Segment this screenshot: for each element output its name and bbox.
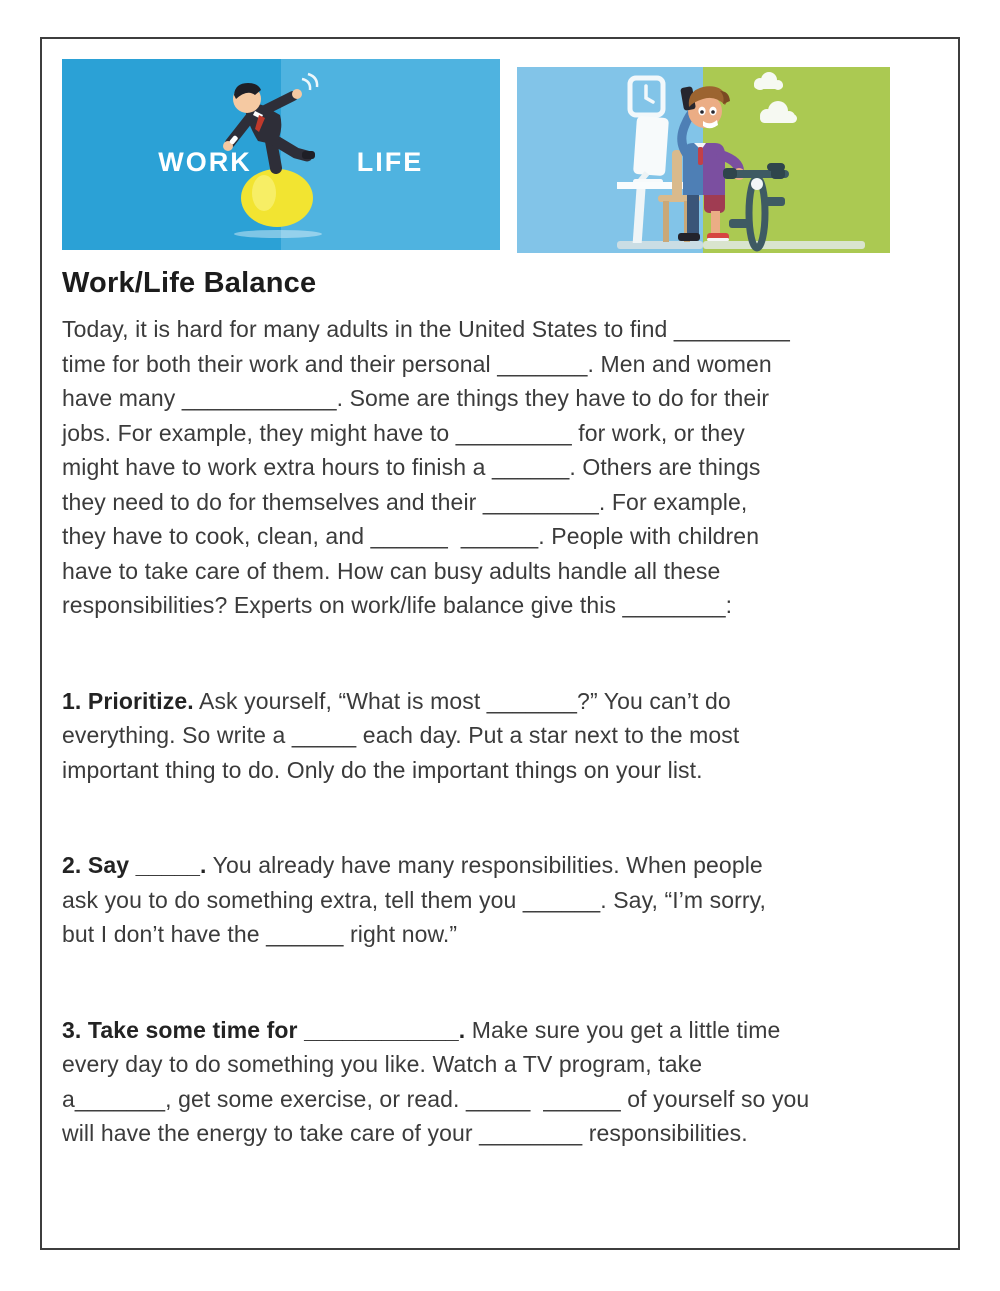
intro-line: Today, it is hard for many adults in the United States to find _________: [62, 316, 790, 342]
section-line: a_______, get some exercise, or read. _____ ______ of yourself so you: [62, 1085, 810, 1112]
page-title: Work/Life Balance: [62, 267, 317, 299]
section-line: 1. Prioritize. Ask yourself, “What is most _______?” You can’t do: [62, 687, 731, 714]
intro-paragraph: [62, 312, 938, 623]
intro-line: jobs. For example, they might have to _________ for work, or they: [62, 419, 745, 446]
section-line: but I don’t have the ______ right now.”: [62, 921, 458, 947]
section-line: ask you to do something extra, tell them you ______. Say, “I’m sorry,: [62, 886, 767, 913]
section-line: 2. Say _____. You already have many responsibilities. When people: [62, 852, 763, 878]
intro-line: they have to cook, clean, and ______ ______. People with children: [62, 523, 760, 549]
ball-shadow: [234, 230, 322, 238]
section-line: will have the energy to take care of your ________ responsibilities.: [62, 1120, 748, 1146]
intro-line: have many ____________. Some are things they have to do for their: [62, 385, 770, 411]
section-say-no: [62, 848, 938, 952]
intro-line: time for both their work and their personal _______. Men and women: [62, 350, 772, 377]
worksheet-page: [40, 37, 960, 1250]
header-illustrations: [62, 59, 938, 253]
section-line: important thing to do. Only do the important things on your list.: [62, 756, 703, 783]
ground-office: [617, 241, 703, 249]
intro-line: might have to work extra hours to finish a ______. Others are things: [62, 454, 761, 480]
section-heading: 2. Say _____.: [62, 852, 207, 878]
ground-outdoor: [703, 241, 865, 249]
phone-bike-illustration: [517, 67, 890, 253]
section-take-time: [62, 1013, 938, 1151]
section-line: 3. Take some time for ____________. Make sure you get a little time: [62, 1016, 781, 1043]
section-prioritize: [62, 684, 938, 788]
balance-ball: [241, 169, 313, 227]
work-label: WORK: [158, 147, 252, 177]
intro-line: responsibilities? Experts on work/life balance give this ________:: [62, 592, 733, 618]
intro-line: have to take care of them. How can busy adults handle all these: [62, 557, 721, 584]
intro-line: they need to do for themselves and their _________. For example,: [62, 488, 748, 515]
section-line: everything. So write a _____ each day. Put a star next to the most: [62, 722, 740, 748]
section-heading: 1. Prioritize.: [62, 687, 194, 714]
section-heading: 3. Take some time for ____________.: [62, 1016, 466, 1043]
section-line: every day to do something you like. Watch a TV program, take: [62, 1051, 703, 1077]
life-label: LIFE: [356, 147, 424, 177]
work-life-balance-illustration: [62, 59, 500, 250]
